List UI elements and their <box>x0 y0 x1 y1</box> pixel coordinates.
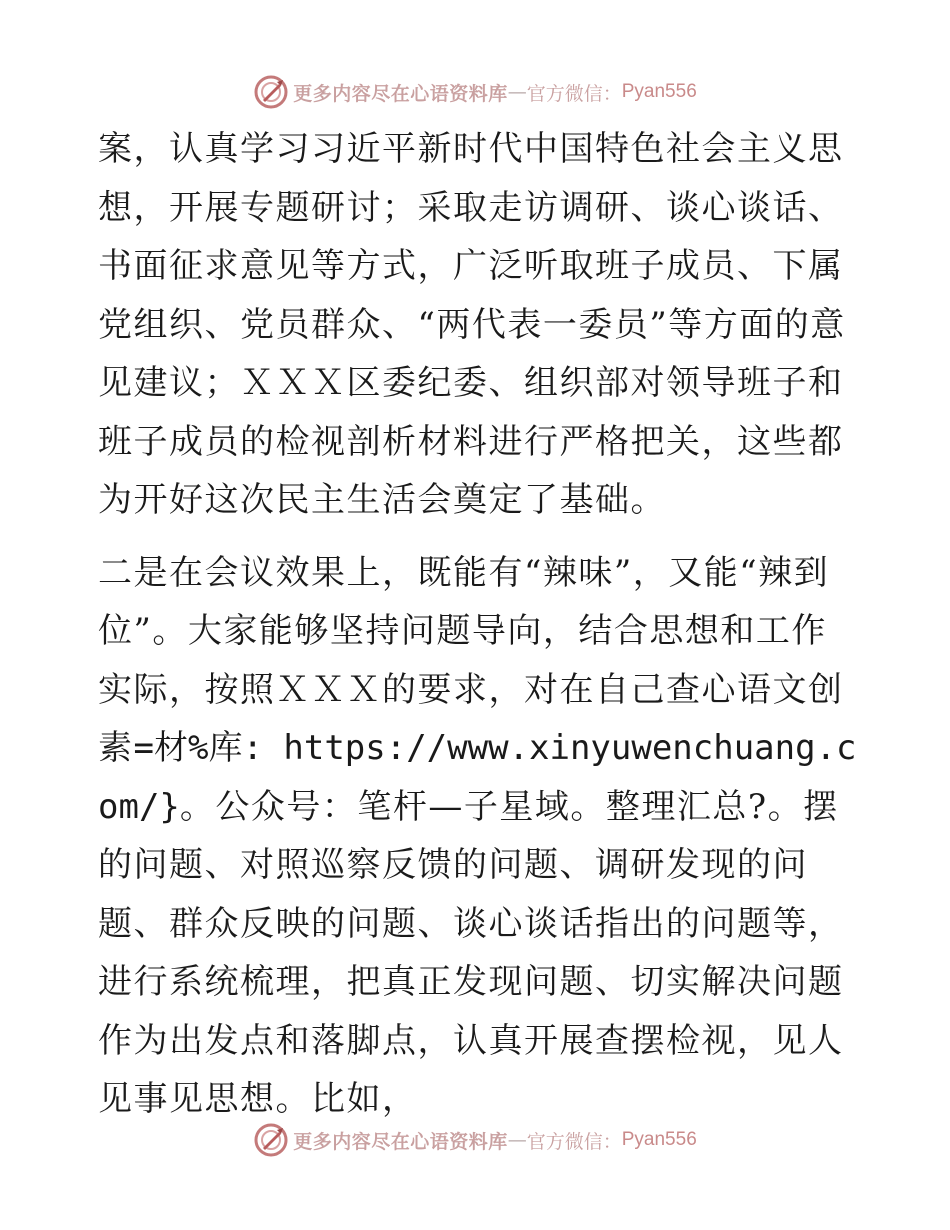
paragraph-1: 案，认真学习习近平新时代中国特色社会主义思想，开展专题研讨；采取走访调研、谈心谈话、书面征求意见等方式，广泛听取班子成员、下属党组织、党员群众、“两代表一委员”等方面的意见建议；ＸＸＸ区委纪委、组织部对领导班子和班子成员的检视剖析材料进行严格把关，这些都为开好这次民主生活会奠定了基础。 <box>98 129 846 520</box>
document-body <box>98 120 858 1129</box>
brand-logo-icon <box>253 74 289 110</box>
footer-wechat-id: Pyan556 <box>621 1129 697 1150</box>
header-wechat-id: Pyan556 <box>621 81 697 102</box>
header-wechat-label: 官方微信： <box>526 82 622 105</box>
paragraph-2-url: =材%库: https://www.xinyuwenchuang.com/} <box>98 728 857 827</box>
paragraph-2-text-b: 。公众号：笔杆—子星域。整理汇总?。摆的问题、对照巡察反馈的问题、调研发现的问题、群众反映的问题、谈心谈话指出的问题等，进行系统梳理，把真正发现问题、切实解决问题作为出发点和落脚点，认真开展查摆检视，见人见事见思想。比如， <box>98 786 844 1119</box>
footer-watermark-banner <box>0 1120 950 1160</box>
footer-wechat-label: 官方微信： <box>526 1130 622 1153</box>
paragraph-2 <box>98 544 858 1129</box>
brand-logo-icon <box>253 1122 289 1158</box>
header-site-title: 更多内容尽在心语资料库 <box>293 82 508 105</box>
header-separator: — <box>507 81 527 103</box>
footer-separator: — <box>507 1129 527 1151</box>
paragraph-2-text-a: 二是在会议效果上，既能有“辣味”，又能“辣到位”。大家能够坚持问题导向，结合思想和工作实际，按照ＸＸＸ的要求，对在自己查心语文创素 <box>98 552 844 768</box>
header-watermark-banner <box>0 72 950 112</box>
footer-site-title: 更多内容尽在心语资料库 <box>293 1130 508 1153</box>
